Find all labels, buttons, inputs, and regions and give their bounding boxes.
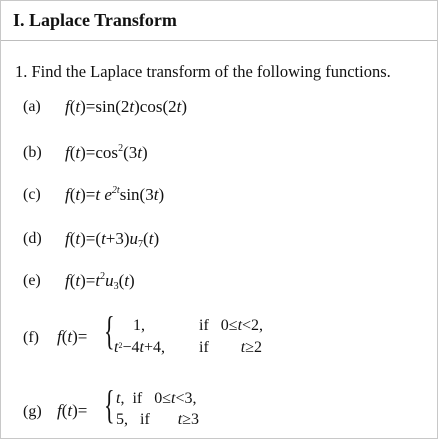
equation-f-case1-cond: if 0≤t<2, — [199, 317, 264, 334]
equation-g-case1: t, if 0≤t<3, — [116, 390, 197, 407]
equation-f-case2-cond: if t≥2 — [199, 339, 263, 356]
equation-f-lhs: f(t)= — [57, 327, 88, 346]
equation-a: f(t)=sin(2t)cos(2t) — [65, 97, 188, 116]
equation-d: $f(t)=(t+3)u_7(t)$ — [65, 229, 160, 250]
equation-g-lhs: f(t)= — [57, 401, 88, 420]
item-label-f: (f) — [23, 329, 39, 346]
equation-f-case1-expr: 1, — [133, 317, 145, 334]
brace-f: { — [104, 308, 115, 353]
equation-c: f(t)=t $e^{2t}\sin(3t)$ — [65, 185, 165, 204]
item-label-g: (g) — [23, 403, 42, 420]
item-label-a: (a) — [23, 98, 41, 115]
item-label-c: (c) — [23, 186, 41, 203]
brace-g: { — [104, 382, 115, 427]
question-text: 1. Find the Laplace transform of the following functions. — [15, 62, 391, 81]
equation-g-case2: 5, if t≥3 — [116, 411, 200, 428]
item-label-e: (e) — [23, 272, 41, 289]
title-divider — [1, 40, 437, 41]
equation-b: $f(t)=\cos^2(3t)$ — [65, 143, 148, 162]
item-label-d: (d) — [23, 230, 42, 247]
equation-f-case2-expr: $t^2-4t+4$, — [114, 339, 165, 356]
equation-e: $f(t)=t^2u_3(t)$ — [65, 271, 135, 292]
section-title: I. Laplace Transform — [13, 10, 177, 30]
item-label-b: (b) — [23, 144, 42, 161]
